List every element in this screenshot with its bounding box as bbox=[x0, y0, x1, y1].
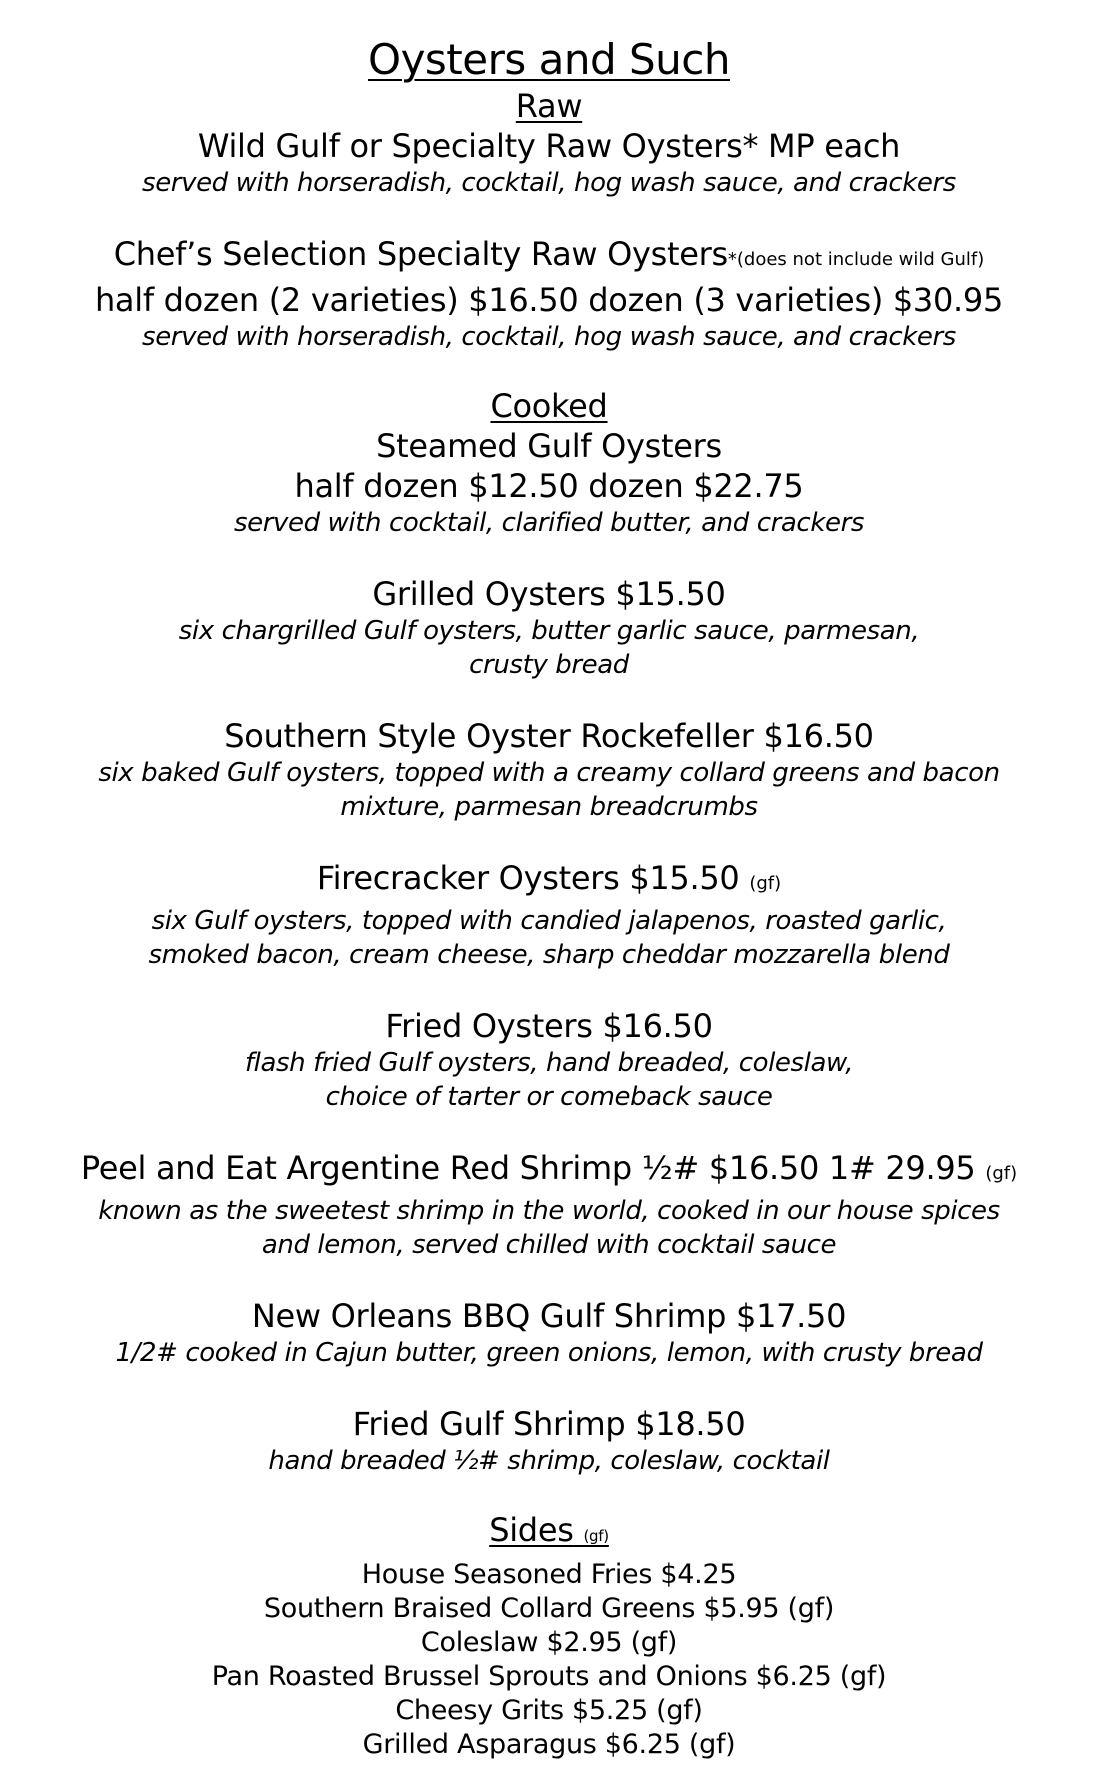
menu-item-argentine-red-shrimp bbox=[0, 1148, 1098, 1262]
item-name: Southern Style Oyster Rockefeller $16.50 bbox=[224, 717, 874, 755]
item-name-text: Firecracker Oysters $15.50 bbox=[316, 859, 740, 897]
item-note: *(does not include wild Gulf) bbox=[727, 249, 985, 270]
menu-item-grilled-oysters bbox=[0, 574, 1098, 682]
item-description: flash fried Gulf oysters, hand breaded, coleslaw, bbox=[244, 1048, 854, 1078]
item-name: Steamed Gulf Oysters bbox=[376, 427, 722, 465]
item-description: served with horseradish, cocktail, hog wash sauce, and crackers bbox=[142, 168, 956, 198]
item-description: six chargrilled Gulf oysters, butter garlic sauce, parmesan, bbox=[178, 616, 920, 646]
item-description: six Gulf oysters, topped with candied jalapenos, roasted garlic, bbox=[151, 906, 947, 936]
item-name: Wild Gulf or Specialty Raw Oysters* MP each bbox=[197, 127, 901, 165]
side-item: House Seasoned Fries $4.25 bbox=[361, 1559, 737, 1590]
item-price-line: half dozen (2 varieties) $16.50 dozen (3 varieties) $30.95 bbox=[94, 281, 1004, 319]
section-heading-sides bbox=[0, 1510, 1098, 1556]
side-item: Grilled Asparagus $6.25 (gf) bbox=[362, 1729, 736, 1760]
item-description: mixture, parmesan breadcrumbs bbox=[340, 792, 758, 822]
item-price-line: half dozen $12.50 dozen $22.75 bbox=[294, 467, 804, 505]
item-description: served with cocktail, clarified butter, and crackers bbox=[233, 508, 865, 538]
sides-heading-text: Sides bbox=[489, 1511, 574, 1549]
item-description: served with horseradish, cocktail, hog wash sauce, and crackers bbox=[142, 322, 956, 352]
item-description: six baked Gulf oysters, topped with a creamy collard greens and bacon bbox=[98, 758, 1000, 788]
menu-item-steamed-gulf-oysters bbox=[0, 426, 1098, 540]
item-name: Grilled Oysters $15.50 bbox=[372, 575, 726, 613]
item-name bbox=[0, 234, 1098, 280]
menu-item-bbq-gulf-shrimp bbox=[0, 1296, 1098, 1370]
section-heading-raw: Raw bbox=[515, 87, 583, 125]
item-description: and lemon, served chilled with cocktail sauce bbox=[261, 1230, 837, 1260]
side-item: Cheesy Grits $5.25 (gf) bbox=[395, 1695, 703, 1726]
item-name bbox=[0, 858, 1098, 904]
menu-item-chefs-selection-raw-oysters bbox=[0, 234, 1098, 354]
section-heading-cooked: Cooked bbox=[490, 387, 608, 425]
item-description: smoked bacon, cream cheese, sharp cheddar mozzarella blend bbox=[148, 940, 950, 970]
item-description: hand breaded ½# shrimp, coleslaw, cocktail bbox=[268, 1446, 830, 1476]
menu-title: Oysters and Such bbox=[368, 35, 730, 84]
gluten-free-note: (gf) bbox=[749, 873, 782, 894]
item-name-text: Chef’s Selection Specialty Raw Oysters bbox=[113, 235, 728, 273]
item-name bbox=[0, 1148, 1098, 1194]
item-description: crusty bread bbox=[469, 650, 629, 680]
side-item: Southern Braised Collard Greens $5.95 (gf) bbox=[263, 1593, 835, 1624]
menu-item-fried-oysters bbox=[0, 1006, 1098, 1114]
item-name: New Orleans BBQ Gulf Shrimp $17.50 bbox=[251, 1297, 847, 1335]
item-description: 1/2# cooked in Cajun butter, green onions, lemon, with crusty bread bbox=[115, 1338, 983, 1368]
item-description: known as the sweetest shrimp in the world, cooked in our house spices bbox=[98, 1196, 1000, 1226]
menu-item-firecracker-oysters bbox=[0, 858, 1098, 972]
gluten-free-note: (gf) bbox=[985, 1163, 1018, 1184]
menu-item-wild-gulf-raw-oysters bbox=[0, 126, 1098, 200]
sides-list bbox=[0, 1558, 1098, 1762]
gluten-free-note: (gf) bbox=[583, 1527, 609, 1545]
menu-item-oyster-rockefeller bbox=[0, 716, 1098, 824]
item-name: Fried Oysters $16.50 bbox=[385, 1007, 713, 1045]
menu-item-fried-gulf-shrimp bbox=[0, 1404, 1098, 1478]
item-description: choice of tarter or comeback sauce bbox=[325, 1082, 773, 1112]
side-item: Pan Roasted Brussel Sprouts and Onions $6.25 (gf) bbox=[211, 1661, 887, 1692]
side-item: Coleslaw $2.95 (gf) bbox=[420, 1627, 678, 1658]
item-name: Fried Gulf Shrimp $18.50 bbox=[352, 1405, 746, 1443]
item-name-text: Peel and Eat Argentine Red Shrimp ½# $16.50 1# 29.95 bbox=[80, 1149, 976, 1187]
